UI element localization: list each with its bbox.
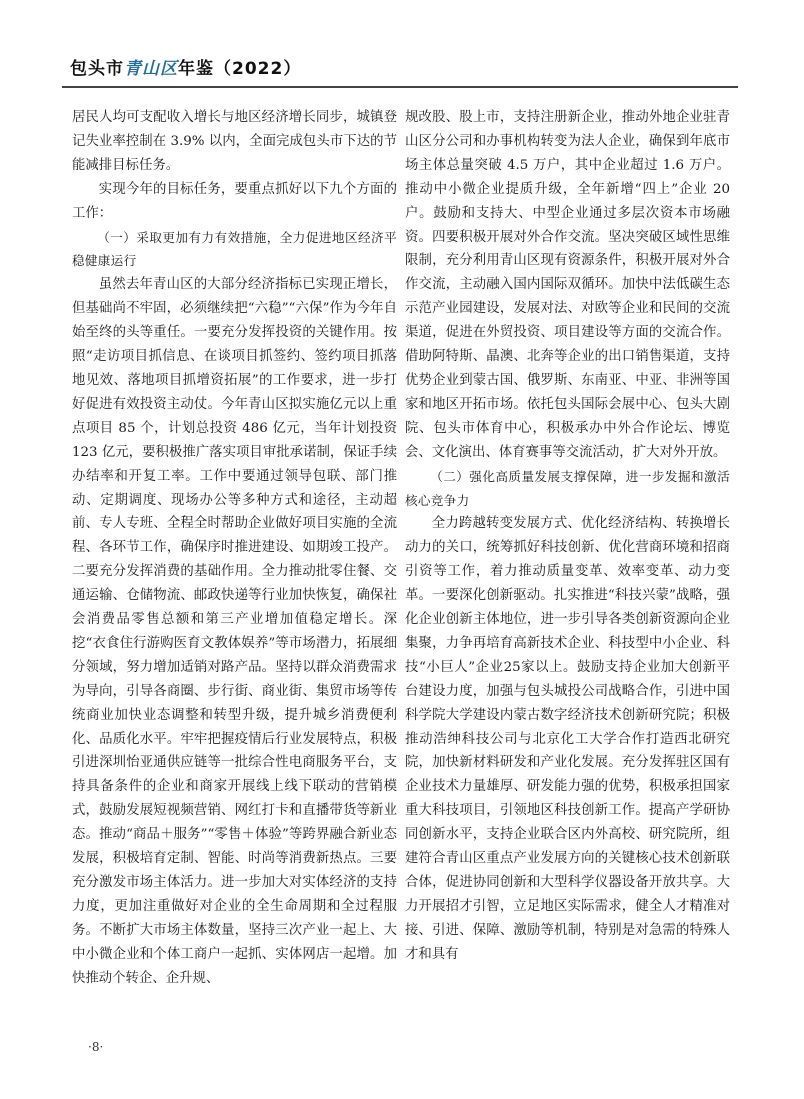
header-rule xyxy=(62,86,738,88)
right-column xyxy=(405,106,730,967)
left-column xyxy=(72,106,397,991)
running-header xyxy=(70,54,301,79)
header-title-part1: 包头市 xyxy=(70,59,124,79)
paragraph: 全力跨越转变发展方式、优化经济结构、转换增长动力的关口，统筹抓好科技创新、优化营商环境和招商引资等工作，着力推动质量变革、效率变革、动力变革。一要深化创新驱动。扎实推进“科技兴蒙”战略，强化企业创新主体地位，进一步引导各类创新资源向企业集聚，力争再培育高新技术企业、科技型中小企业、科技“小巨人”企业25家以上。鼓励支持企业加大创新平台建设力度，加强与包头城投公司战略合作，引进中国科学院大学建设内蒙古数字经济技术创新研究院；积极推动浩绅科技公司与北京化工大学合作打造西北研究院，加快新材料研发和产业化发展。充分发挥驻区国有企业技术力量雄厚、研发能力强的优势，积极承担国家重大科技项目，引领地区科技创新工作。提高产学研协同创新水平，支持企业联合区内外高校、研究院所，组建符合青山区重点产业发展方向的关键核心技术创新联合体，促进协同创新和大型科学仪器设备开放共享。大力开展招才引智，立足地区实际需求，健全人才精准对接、引进、保障、激励等机制，特别是对急需的特殊人才和具有 xyxy=(405,516,730,962)
section-subheading: （一）采取更加有力有效措施，全力促进地区经济平稳健康运行 xyxy=(72,229,397,269)
header-title-accent: 青山区 xyxy=(124,59,178,79)
paragraph: 虽然去年青山区的大部分经济指标已实现正增长，但基础尚不牢固，必须继续把“六稳”“六保”作为今年自始至终的头等重任。一要充分发挥投资的关键作用。按照“走访项目抓信息、在谈项目抓签约、签约项目抓落地见效、落地项目抓增资拓展”的工作要求，进一步打好促进有效投资主动仗。今年青山区拟实施亿元以上重点项目 85 个，计划总投资 486 亿元，当年计划投资 123 亿元，要积极推广落实项目审批承诺制，保证手续办结率和开复工率。工作中要通过领导包联、部门推动、定期调度、现场办公等多种方式和途径，主动超前、专人专班、全程全时帮助企业做好项目实施的全流程、各环节工作，确保序时推进建设、如期竣工投产。二要充分发挥消费的基础作用。全力推动批零住餐、交通运输、仓储物流、邮政快递等行业加快恢复，确保社会消费品零售总额和第三产业增加值稳定增长。深挖“衣食住行游购医育文教体娱养”等市场潜力，拓展细分领域，努力增加适销对路产品。坚持以群众消费需求为导向，引导各商圈、步行街、商业街、集贸市场等传统商业加快业态调整和转型升级，提升城乡消费便利化、品质化水平。牢牢把握疫情后行业发展特点，积极引进深圳怡亚通供应链等一批综合性电商服务平台，支持具备条件的企业和商家开展线上线下联动的营销模式，鼓励发展短视频营销、网红打卡和直播带货等新业态。推动“商品＋服务”“零售＋体验”等跨界融合新业态发展，积极培育定制、智能、时尚等消费新热点。三要充分激发市场主体活力。进一步加大对实体经济的支持力度，更加注重做好对企业的全生命周期和全过程服务。不断扩大市场主体数量，坚持三次产业一起上、大中小微企业和个体工商户一起抓、实体网店一起增。加快推动个转企、企升规、 xyxy=(72,277,397,986)
paragraph: 实现今年的目标任务，要重点抓好以下九个方面的工作： xyxy=(72,181,397,221)
section-subheading: （二）强化高质量发展支撑保障，进一步发掘和激活核心竞争力 xyxy=(405,468,730,508)
header-title-part2: 年鉴（2022） xyxy=(178,59,302,79)
paragraph: 居民人均可支配收入增长与地区经济增长同步，城镇登记失业率控制在 3.9% 以内，全面完成包头市下达的节能减排目标任务。 xyxy=(72,110,397,173)
page-number: ·8· xyxy=(88,1040,104,1054)
paragraph: 规改股、股上市，支持注册新企业，推动外地企业驻青山区分公司和办事机构转变为法人企业，确保到年底市场主体总量突破 4.5 万户，其中企业超过 1.6 万户。推动中小微企业提质升级，全年新增“四上”企业 20 户。鼓励和支持大、中型企业通过多层次资本市场融资。四要积极开展对外合作交流。坚决突破区域性思维限制，充分利用青山区现有资源条件，积极开展对外合作交流，主动融入国内国际双循环。加快中法低碳生态示范产业园建设，发展对法、对欧等企业和民间的交流渠道，促进在外贸投资、项目建设等方面的交流合作。借助阿特斯、晶澳、北奔等企业的出口销售渠道，支持优势企业到蒙古国、俄罗斯、东南亚、中亚、非洲等国家和地区开拓市场。依托包头国际会展中心、包头大剧院、包头市体育中心，积极承办中外合作论坛、博览会、文化演出、体育赛事等交流活动，扩大对外开放。 xyxy=(405,110,730,460)
